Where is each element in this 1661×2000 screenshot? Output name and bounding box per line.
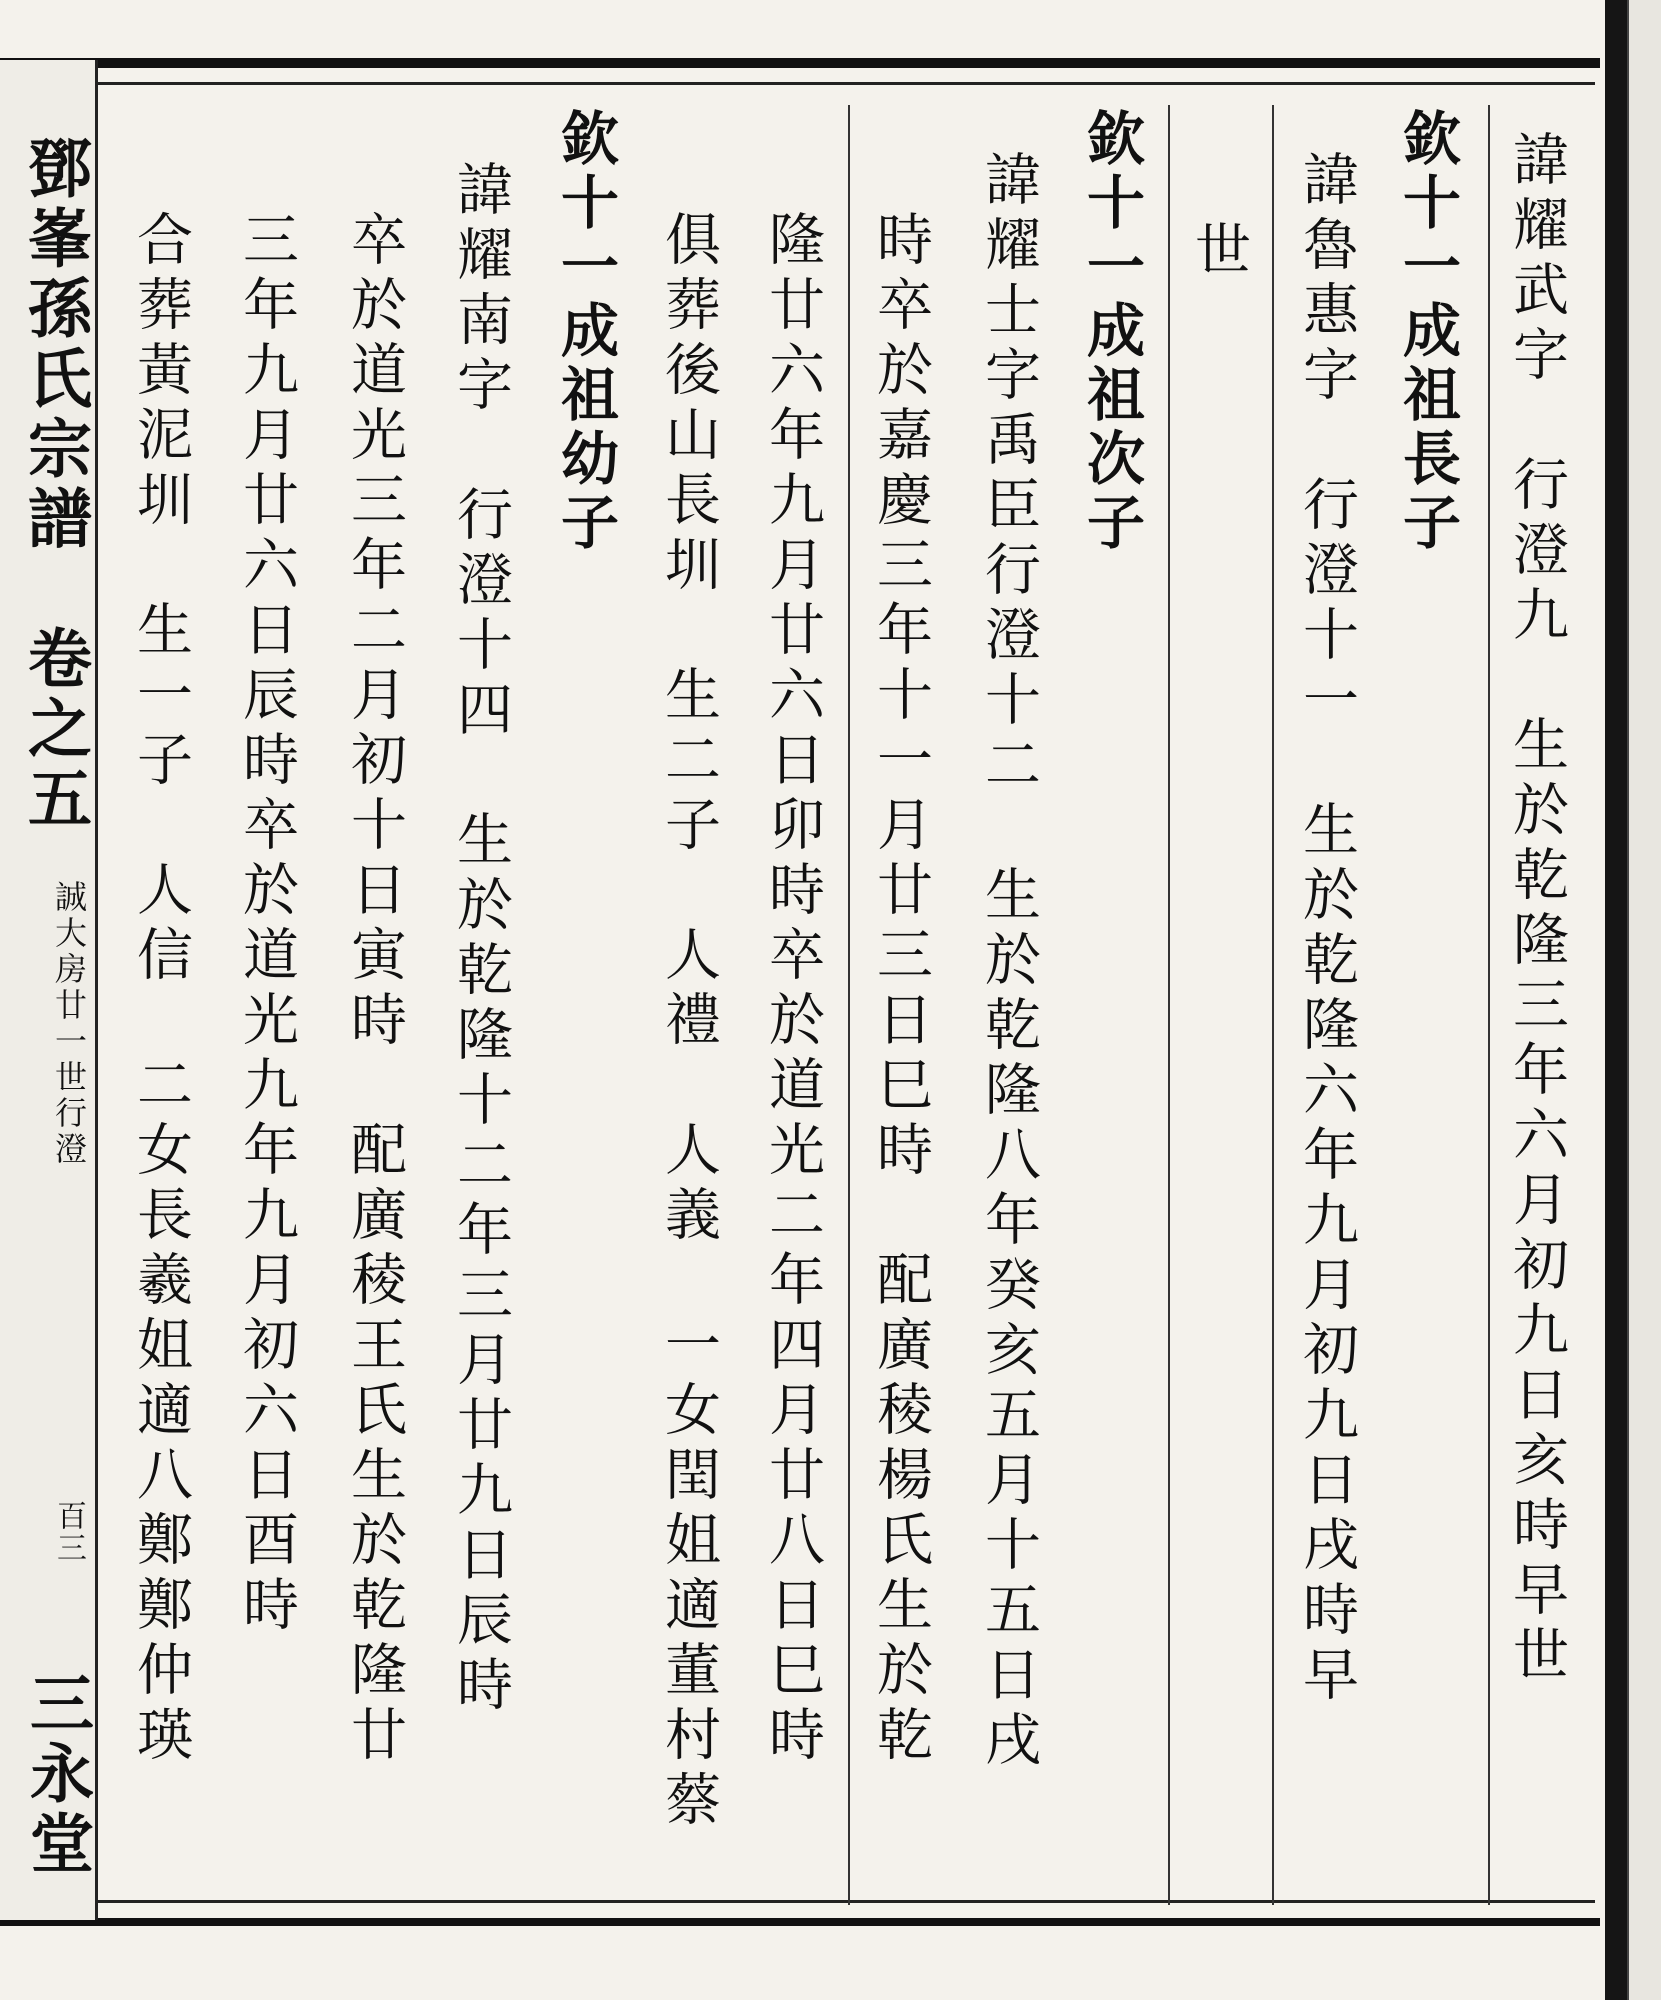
- text-column: 卒於道光三年二月初十日寅時 配廣稜王氏生於乾隆廿: [342, 210, 407, 1770]
- generation-heading: 欽十一成祖次子: [1077, 108, 1145, 556]
- bottom-inner-rule: [70, 1900, 1595, 1903]
- bottom-border: [0, 1918, 1600, 1926]
- column-divider: [1488, 105, 1490, 1905]
- text-column: 三年九月廿六日辰時卒於道光九年九月初六日酉時: [234, 210, 299, 1640]
- top-inner-rule: [70, 82, 1595, 85]
- text-column: 諱耀南字 行澄十四 生於乾隆十二年三月廿九日辰時: [448, 160, 513, 1720]
- book-edge: [1605, 0, 1627, 2000]
- text-column: 俱葬後山長圳 生二子 人禮 人義 一女閏姐適董村蔡: [656, 210, 721, 1835]
- text-column: 隆廿六年九月廿六日卯時卒於道光二年四月廿八日巳時: [760, 210, 825, 1770]
- top-border: [0, 58, 1600, 68]
- book-edge-margin: [1627, 0, 1661, 2000]
- text-column: 諱魯惠字 行澄十一 生於乾隆六年九月初九日戌時早: [1294, 150, 1359, 1710]
- text-column: 世: [1186, 220, 1251, 282]
- book-spine: [0, 60, 98, 1920]
- book-title: 鄧峯孫氏宗譜 卷之五: [17, 135, 92, 835]
- text-column: 諱耀武字 行澄九 生於乾隆三年六月初九日亥時早世: [1504, 130, 1569, 1690]
- generation-heading: 欽十一成祖幼子: [551, 108, 619, 556]
- generation-heading: 欽十一成祖長子: [1393, 108, 1461, 556]
- column-divider: [1168, 105, 1170, 1905]
- text-column: 諱耀士字禹臣行澄十二 生於乾隆八年癸亥五月十五日戌: [976, 150, 1041, 1775]
- column-divider: [848, 105, 850, 1905]
- page-number: 百三: [51, 1500, 86, 1564]
- text-column: 合葬黃泥圳 生一子 人信 二女長羲姐適八鄭鄭仲瑛: [128, 210, 193, 1770]
- text-column: 時卒於嘉慶三年十一月廿三日巳時 配廣稜楊氏生於乾: [868, 210, 933, 1770]
- hall-name: 三永堂: [19, 1670, 94, 1880]
- column-divider: [1272, 105, 1274, 1905]
- branch-label: 誠大房廿一世行澄: [50, 880, 88, 1168]
